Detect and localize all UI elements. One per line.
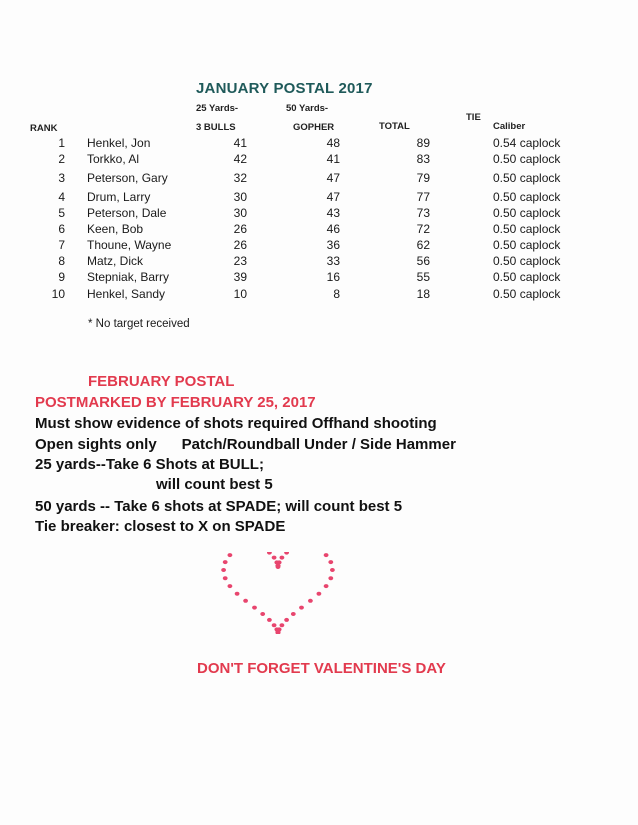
bulls-25-cell: 41 xyxy=(233,136,247,150)
header-25-yards: 25 Yards- xyxy=(196,103,239,114)
rank-cell: 10 xyxy=(51,287,65,301)
heart-dot xyxy=(291,612,296,616)
name-cell: Henkel, Jon xyxy=(87,136,151,150)
heart-dot xyxy=(284,618,289,622)
bulls-25-cell: 39 xyxy=(233,270,247,284)
caliber-cell: 0.50 caplock xyxy=(493,206,561,220)
gopher-50-cell: 48 xyxy=(326,136,340,150)
caliber-cell: 0.50 caplock xyxy=(493,270,561,284)
rank-cell: 9 xyxy=(58,270,65,284)
caliber-cell: 0.54 caplock xyxy=(493,136,561,150)
heart-dot xyxy=(299,606,304,610)
rank-cell: 6 xyxy=(58,222,65,236)
heart-dot xyxy=(317,592,322,596)
heart-dot xyxy=(243,599,248,603)
total-cell: 18 xyxy=(416,287,430,301)
table-title: JANUARY POSTAL 2017 xyxy=(196,80,373,97)
heart-dot xyxy=(223,560,228,564)
bulls-25-cell: 30 xyxy=(233,206,247,220)
heart-dot xyxy=(221,568,226,572)
heart-icon xyxy=(218,552,338,634)
header-3-bulls: 3 BULLS xyxy=(196,122,236,133)
heart-dot xyxy=(284,552,289,555)
caliber-cell: 0.50 caplock xyxy=(493,152,561,166)
heart-dot xyxy=(235,592,240,596)
heart-dot xyxy=(324,584,329,588)
gopher-50-cell: 43 xyxy=(326,206,340,220)
header-gopher: GOPHER xyxy=(293,122,335,133)
table-row xyxy=(0,206,638,222)
gopher-50-cell: 33 xyxy=(326,254,340,268)
bulls-25-cell: 30 xyxy=(233,190,247,204)
heart-dot xyxy=(252,606,257,610)
gopher-50-cell: 46 xyxy=(326,222,340,236)
header-rank: RANK xyxy=(30,123,58,134)
rank-cell: 7 xyxy=(58,238,65,252)
postmark-deadline: POSTMARKED BY FEBRUARY 25, 2017 xyxy=(35,394,316,411)
table-row xyxy=(0,171,638,187)
heart-dot xyxy=(330,568,335,572)
no-target-note: * No target received xyxy=(88,318,190,330)
heart-dot xyxy=(228,553,233,557)
heart-dot xyxy=(228,584,233,588)
name-cell: Thoune, Wayne xyxy=(87,238,172,252)
heart-dot xyxy=(267,618,272,622)
total-cell: 56 xyxy=(416,254,430,268)
header-caliber: Caliber xyxy=(493,121,526,132)
name-cell: Peterson, Dale xyxy=(87,206,167,220)
name-cell: Henkel, Sandy xyxy=(87,287,166,301)
total-cell: 89 xyxy=(416,136,430,150)
name-cell: Keen, Bob xyxy=(87,222,144,236)
table-row xyxy=(0,254,638,270)
gopher-50-cell: 36 xyxy=(326,238,340,252)
name-cell: Torkko, Al xyxy=(87,152,140,166)
bulls-25-cell: 42 xyxy=(233,152,247,166)
table-row xyxy=(0,287,638,303)
gopher-50-cell: 8 xyxy=(333,287,340,301)
february-title: FEBRUARY POSTAL xyxy=(88,373,235,390)
total-cell: 73 xyxy=(416,206,430,220)
header-50-yards: 50 Yards- xyxy=(286,103,329,114)
rule-line: will count best 5 xyxy=(156,476,273,493)
total-cell: 79 xyxy=(416,171,430,185)
bulls-25-cell: 10 xyxy=(233,287,247,301)
table-row xyxy=(0,222,638,238)
heart-dot xyxy=(328,576,333,580)
header-tie: TIE xyxy=(466,112,481,123)
name-cell: Stepniak, Barry xyxy=(87,270,170,284)
rule-line: 50 yards -- Take 6 shots at SPADE; will count best 5 xyxy=(35,498,403,515)
rule-line: Open sights only Patch/Roundball Under / Side Hammer xyxy=(35,436,456,453)
rank-cell: 5 xyxy=(58,206,65,220)
heart-dot xyxy=(275,564,280,568)
table-row xyxy=(0,190,638,206)
name-cell: Drum, Larry xyxy=(87,190,151,204)
gopher-50-cell: 41 xyxy=(326,152,340,166)
caliber-cell: 0.50 caplock xyxy=(493,190,561,204)
heart-dot xyxy=(272,556,277,560)
bulls-25-cell: 32 xyxy=(233,171,247,185)
total-cell: 83 xyxy=(416,152,430,166)
rule-line: 25 yards--Take 6 Shots at BULL; xyxy=(35,456,264,473)
heart-dot xyxy=(267,552,272,555)
heart-dot xyxy=(260,612,265,616)
rank-cell: 3 xyxy=(58,171,65,185)
rule-line: Must show evidence of shots required Offhand shooting xyxy=(35,415,437,432)
heart-dot xyxy=(223,576,228,580)
rank-cell: 2 xyxy=(58,152,65,166)
table-row xyxy=(0,270,638,286)
caliber-cell: 0.50 caplock xyxy=(493,287,561,301)
rank-cell: 4 xyxy=(58,190,65,204)
bulls-25-cell: 23 xyxy=(233,254,247,268)
total-cell: 55 xyxy=(416,270,430,284)
heart-dot xyxy=(274,627,279,631)
total-cell: 77 xyxy=(416,190,430,204)
total-cell: 72 xyxy=(416,222,430,236)
heart-dot xyxy=(280,623,285,627)
table-row xyxy=(0,136,638,152)
heart-dot xyxy=(328,560,333,564)
heart-dot xyxy=(308,599,313,603)
header-total: TOTAL xyxy=(379,121,410,132)
caliber-cell: 0.50 caplock xyxy=(493,171,561,185)
heart-dot xyxy=(324,553,329,557)
caliber-cell: 0.50 caplock xyxy=(493,254,561,268)
gopher-50-cell: 16 xyxy=(326,270,340,284)
total-cell: 62 xyxy=(416,238,430,252)
name-cell: Peterson, Gary xyxy=(87,171,168,185)
bulls-25-cell: 26 xyxy=(233,222,247,236)
heart-dot xyxy=(272,623,277,627)
gopher-50-cell: 47 xyxy=(326,190,340,204)
caliber-cell: 0.50 caplock xyxy=(493,238,561,252)
table-row xyxy=(0,238,638,254)
table-row xyxy=(0,152,638,168)
gopher-50-cell: 47 xyxy=(326,171,340,185)
rank-cell: 8 xyxy=(58,254,65,268)
rule-line: Tie breaker: closest to X on SPADE xyxy=(35,518,286,535)
caliber-cell: 0.50 caplock xyxy=(493,222,561,236)
name-cell: Matz, Dick xyxy=(87,254,144,268)
rank-cell: 1 xyxy=(58,136,65,150)
valentine-reminder: DON'T FORGET VALENTINE'S DAY xyxy=(197,660,446,677)
heart-dot xyxy=(274,560,279,564)
heart-dot xyxy=(280,556,285,560)
bulls-25-cell: 26 xyxy=(233,238,247,252)
